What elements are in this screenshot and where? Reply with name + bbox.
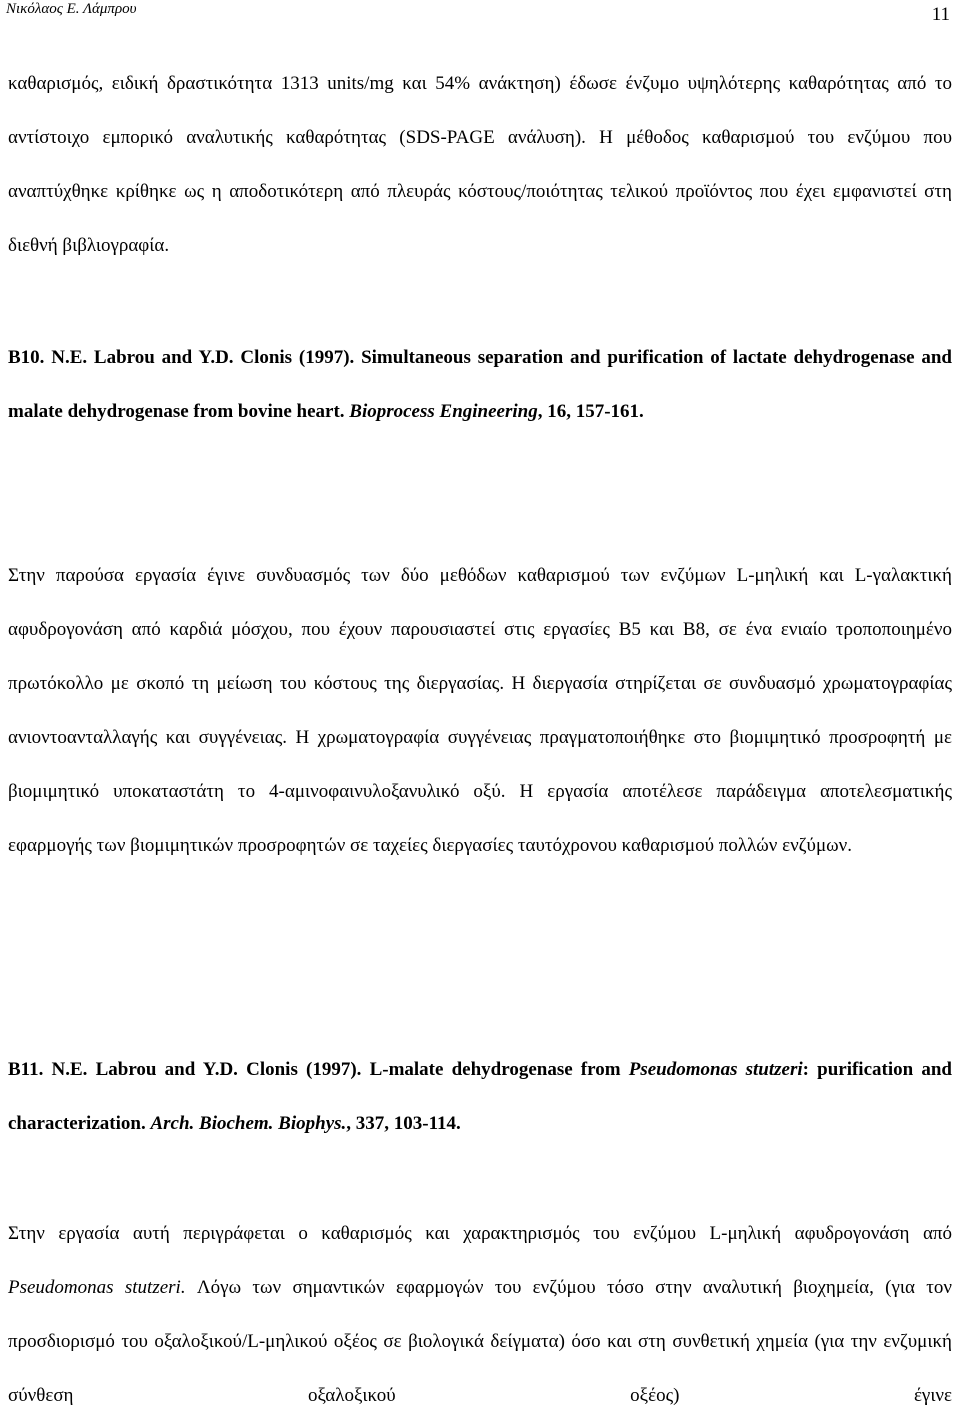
reference-b10-journal: Bioprocess Engineering bbox=[349, 401, 538, 422]
reference-b11 bbox=[8, 1043, 952, 1151]
reference-b10-pages: , 16, 157-161. bbox=[537, 401, 644, 422]
paragraph-pseudomonas-enzyme bbox=[8, 1207, 952, 1423]
paragraph-purification-summary: καθαρισμός, ειδική δραστικότητα 1313 units/mg και 54% ανάκτηση) έδωσε ένζυμο υψηλότερης καθαρότητας από το αντίστοιχο εμπορικό αναλυτικής καθαρότητας (SDS-PAGE ανάλυση). Η μέθοδος καθαρισμού του ενζύμου που αναπτύχθηκε κρίθηκε ως η αποδοτικότερη από πλευράς κόστους/ποιότητας τελικού προϊόντος που έχει εμφανιστεί στη διεθνή βιβλιογραφία. bbox=[8, 73, 952, 256]
reference-b11-pages: , 337, 103-114. bbox=[346, 1113, 461, 1134]
paragraph-pseudomonas-organism: Pseudomonas stutzeri. bbox=[8, 1277, 186, 1298]
reference-b11-organism: Pseudomonas stutzeri bbox=[628, 1059, 803, 1080]
page-number: 11 bbox=[931, 4, 950, 25]
reference-b11-journal: Arch. Biochem. Biophys. bbox=[150, 1113, 347, 1134]
paragraph-pseudomonas-text-before: Στην εργασία αυτή περιγράφεται ο καθαρισμός και χαρακτηρισμός του ενζύμου L-μηλική αφυδρογονάση από bbox=[8, 1223, 952, 1244]
reference-b10-citation: B10. N.E. Labrou and Y.D. Clonis (1997). Simultaneous separation and purification of lactate dehydrogenase and malate dehydrogenase from bovine heart. bbox=[8, 347, 952, 422]
reference-b10 bbox=[8, 331, 952, 439]
paragraph-combined-method: Στην παρούσα εργασία έγινε συνδυασμός των δύο μεθόδων καθαρισμού των ενζύμων L-μηλική και L-γαλακτική αφυδρογονάση από καρδιά μόσχου, που έχουν παρουσιαστεί στις εργασίες B5 και B8, σε ένα ενιαίο τροποποιημένο πρωτόκολλο με σκοπό τη μείωση του κόστους της διεργασίας. Η διεργασία στηρίζεται σε συνδυασμό χρωματογραφίας ανιοντοανταλλαγής και συγγένειας. Η χρωματογραφία συγγένειας πραγματοποιήθηκε στο βιομιμητικό προσροφητή με βιομιμητικό υποκαταστάτη το 4-αμινοφαινυλοξανυλικό οξύ. Η εργασία αποτέλεσε παράδειγμα αποτελεσματικής εφαρμογής των βιομιμητικών προσροφητών σε ταχείες διεργασίες ταυτόχρονου καθαρισμού πολλών ενζύμων. bbox=[8, 565, 952, 856]
running-header-author: Νικόλαος Ε. Λάμπρου bbox=[6, 1, 137, 17]
paragraph-pseudomonas-text-after: Λόγω των σημαντικών εφαρμογών του ενζύμου τόσο στην αναλυτική βιοχημεία, (για τον προσδιορισμό του οξαλοξικού/L-μηλικού οξέος σε βιολογικά δείγματα) όσο και στη συνθετική χημεία (για την ενζυμική σύνθεση οξαλοξικού οξέος) έγινε bbox=[8, 1277, 953, 1406]
reference-b11-citation: B11. N.E. Labrou and Y.D. Clonis (1997). L-malate dehydrogenase from bbox=[8, 1059, 621, 1080]
reference-b11-title: : purification and characterization. bbox=[8, 1059, 952, 1134]
